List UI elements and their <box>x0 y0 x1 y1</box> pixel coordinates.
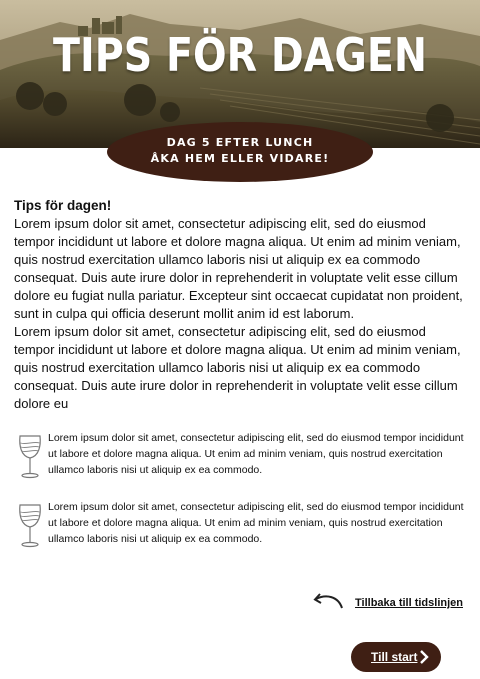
wine-glass-icon <box>14 434 48 480</box>
tip-text: Lorem ipsum dolor sit amet, consectetur adipiscing elit, sed do eiusmod tempor incididunt ut labore et dolore magna aliqua. Ut enim ad minim veniam, quis nostrud exercitation ullamco laboris nisi ut aliquip ex ea commodo. <box>48 432 464 476</box>
content-heading: Tips för dagen! <box>14 198 112 213</box>
back-link-label[interactable]: Tillbaka till tidslinjen <box>355 597 463 609</box>
start-button-label[interactable]: Till start <box>371 650 418 664</box>
tip-text: Lorem ipsum dolor sit amet, consectetur adipiscing elit, sed do eiusmod tempor incididunt ut labore et dolore magna aliqua. Ut enim ad minim veniam, quis nostrud exercitation ullamco laboris nisi ut aliquip ex ea commodo. <box>48 501 464 545</box>
tips-content <box>14 197 466 413</box>
badge-line-1: DAG 5 EFTER LUNCH <box>166 136 314 149</box>
chevron-right-icon <box>419 650 429 664</box>
wine-glass-icon <box>14 503 48 549</box>
badge-line-2: ÅKA HEM ELLER VIDARE! <box>150 152 330 165</box>
back-to-timeline-link[interactable] <box>312 588 462 618</box>
day-badge <box>107 122 373 182</box>
curved-arrow-left-icon <box>312 588 346 614</box>
to-start-button[interactable] <box>351 642 441 672</box>
content-paragraph-1: Lorem ipsum dolor sit amet, consectetur adipiscing elit, sed do eiusmod tempor incididunt ut labore et dolore magna aliqua. Ut enim ad minim veniam, quis nostrud exercitation ullamco laboris nisi ut aliquip ex ea commodo consequat. Duis aute irure dolor in reprehenderit in voluptate velit esse cillum dolore eu fugiat nulla pariatur. Excepteur sint occaecat cupidatat non proident, sunt in culpa qui officia deserunt mollit anim id est laborum. <box>14 216 463 321</box>
page-title: TIPS FÖR DAGEN <box>53 28 427 82</box>
content-paragraph-2: Lorem ipsum dolor sit amet, consectetur adipiscing elit, sed do eiusmod tempor incididunt ut labore et dolore magna aliqua. Ut enim ad minim veniam, quis nostrud exercitation ullamco laboris nisi ut aliquip ex ea commodo consequat. Duis aute irure dolor in reprehenderit in voluptate velit esse cillum dolore eu <box>14 324 461 411</box>
